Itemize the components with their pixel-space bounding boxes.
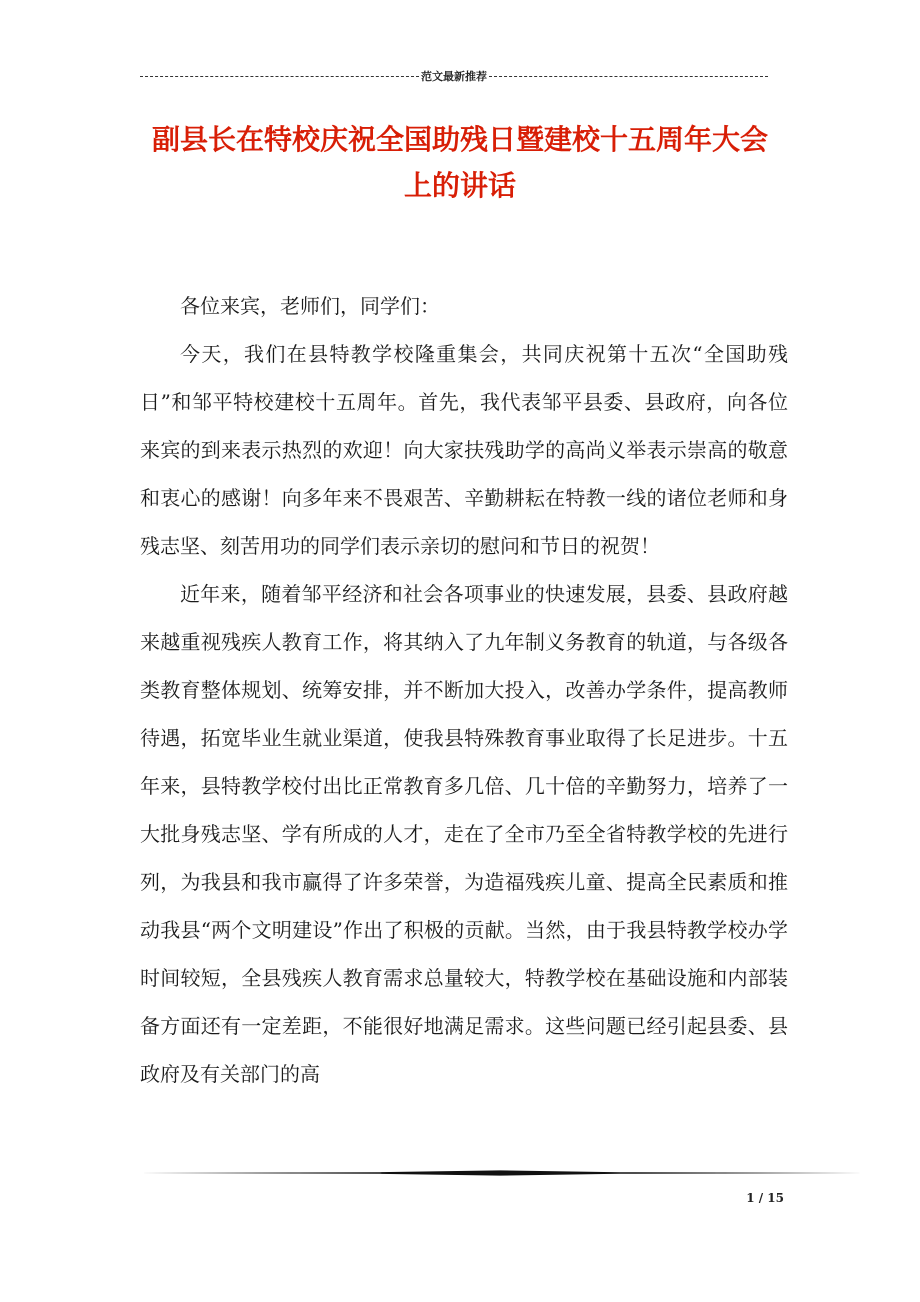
footer-divider: [140, 1170, 863, 1176]
document-title-line-2: 上的讲话: [403, 169, 516, 202]
header-banner-label: 范文最新推荐: [421, 70, 487, 83]
header-dash-right: [489, 76, 768, 77]
page-number: 1 / 15: [746, 1191, 784, 1205]
header-dash-left: [140, 76, 419, 77]
document-title-line-1: 副县长在特校庆祝全国助残日暨建校十五周年大会: [151, 123, 768, 156]
salutation-paragraph: 各位来宾，老师们，同学们：: [180, 294, 440, 318]
body-paragraph: 近年来，随着邹平经济和社会各项事业的快速发展，县委、县政府越来越重视残疾人教育工作，将其纳入了九年制义务教育的轨道，与各级各类教育整体规划、统筹安排，并不断加大投入，改善办学条件，提高教师待遇，拓宽毕业生就业渠道，使我县特殊教育事业取得了长足进步。十五年来，县特教学校付出比正常教育多几倍、几十倍的辛勤努力，培养了一大批身残志坚、学有所成的人才，走在了全市乃至全省特教学校的先进行列，为我县和我市赢得了许多荣誉，为造福残疾儿童、提高全民素质和推动我县“两个文明建设”作出了积极的贡献。当然，由于我县特教学校办学时间较短，全县残疾人教育需求总量较大，特教学校在基础设施和内部装备方面还有一定差距，不能很好地满足需求。这些问题已经引起县委、县政府及有关部门的高: [140, 582, 788, 1086]
document-body: [140, 282, 788, 1098]
header-banner: [140, 66, 768, 86]
document-title: [130, 117, 790, 209]
body-paragraph: 今天，我们在县特教学校隆重集会，共同庆祝第十五次“全国助残日”和邹平特校建校十五周年。首先，我代表邹平县委、县政府，向各位来宾的到来表示热烈的欢迎！向大家扶残助学的高尚义举表示崇高的敬意和衷心的感谢！向多年来不畏艰苦、辛勤耕耘在特教一线的诸位老师和身残志坚、刻苦用功的同学们表示亲切的慰问和节日的祝贺！: [140, 342, 788, 558]
